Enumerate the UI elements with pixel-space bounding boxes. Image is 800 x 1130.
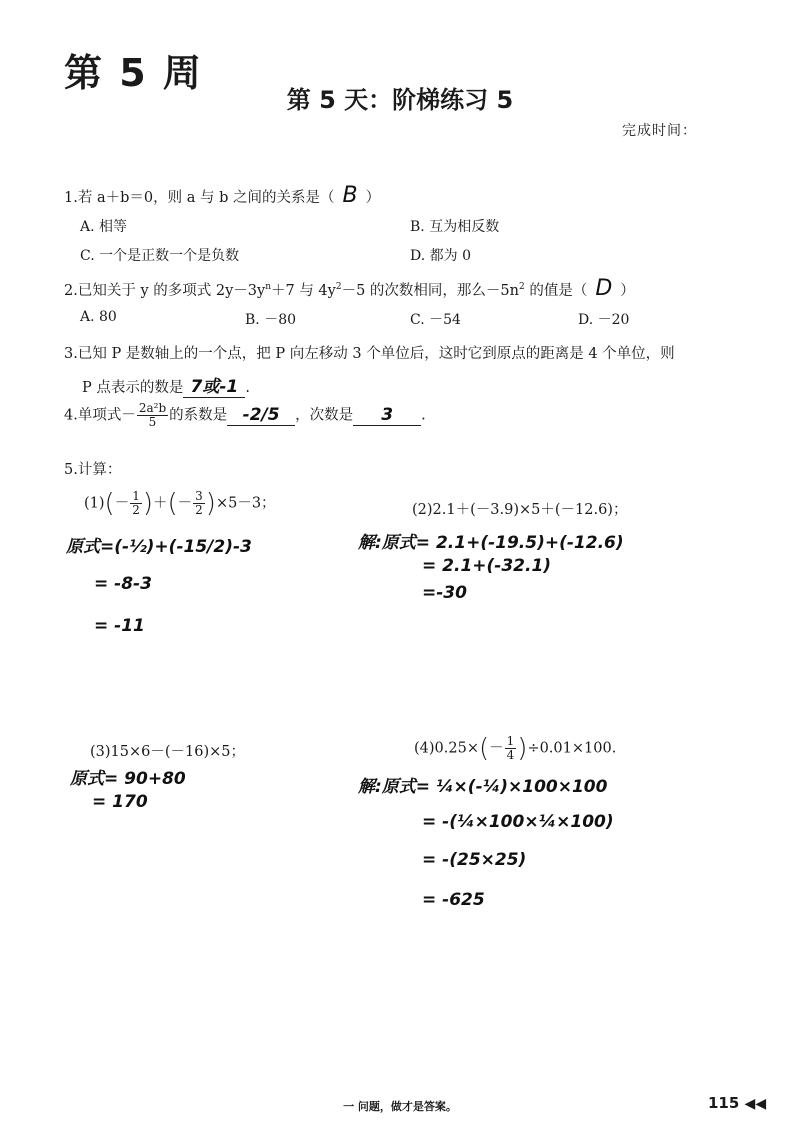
work-5-1-line-1: 原式=(-½)+(-15/2)-3	[66, 537, 252, 557]
problem-5-1-label: (1)	[84, 495, 105, 512]
footer-slogan: 一 问题，做才是答案。	[343, 1100, 457, 1113]
problem-5-3: (3)15×6－(－16)×5；	[90, 744, 246, 760]
question-3-end: .	[245, 380, 250, 396]
problem-5-1: (1)(－ $\frac{1}{2}$ )＋(－ $\frac{3}{2}$ )×5－3；	[84, 488, 276, 519]
fraction-3-num: 1	[506, 734, 515, 748]
fraction-1-den: 2	[132, 503, 140, 517]
page-number	[708, 1094, 766, 1112]
question-2-stem-end: ）	[620, 283, 635, 299]
work-5-4-line-2: = -(¼×100×¼×100)	[422, 812, 614, 832]
fraction-1	[130, 490, 142, 517]
question-2-stem-c: －5 的次数相同，那么－5n	[341, 283, 519, 299]
question-4-prefix: 4.单项式－	[64, 407, 136, 424]
work-5-3-line-2: = 170	[92, 792, 148, 812]
q2-option-a: A. 80	[80, 309, 117, 325]
question-2-stem-d: 的值是（	[524, 283, 588, 299]
problem-5-4: (4)0.25×(－ $\frac{1}{4}$ )÷0.01×100.	[414, 733, 617, 764]
q2-option-c: C. －54	[410, 312, 461, 328]
work-5-4-line-4: = -625	[422, 890, 485, 910]
question-3-line-2	[82, 372, 250, 398]
question-4-end: .	[421, 407, 426, 424]
question-2-stem-b: ＋7 与 4y	[270, 283, 336, 299]
monomial-denominator: 5	[148, 415, 157, 429]
work-5-3-line-1: 原式= 90+80	[70, 769, 186, 789]
q2-option-d: D. －20	[578, 312, 630, 328]
question-3-line-1: 3.已知 P 是数轴上的一个点，把 P 向左移动 3 个单位后，这时它到原点的距离是 4 个单位，则	[64, 346, 675, 362]
question-2	[64, 276, 635, 301]
q1-option-a: A. 相等	[80, 219, 128, 235]
double-chevron-left-icon: ◀◀	[744, 1096, 767, 1112]
work-5-2-line-2: = 2.1+(-32.1)	[422, 556, 552, 576]
paren-close: )	[142, 488, 153, 519]
question-3-prompt: P 点表示的数是	[82, 380, 184, 396]
q1-option-b: B. 互为相反数	[410, 219, 500, 235]
question-3-answer: 7或-1	[183, 372, 245, 398]
degree-answer: 3	[353, 405, 421, 426]
question-2-exp-2b: 2	[519, 282, 525, 293]
page-title: 第 5 天：阶梯练习 5	[286, 86, 514, 114]
q2-option-b: B. －80	[245, 312, 297, 328]
fraction-3-den: 4	[506, 748, 515, 762]
question-1-answer: B	[342, 183, 358, 208]
question-4-mid: 的系数是	[169, 407, 228, 424]
question-1-stem: 1.若 a＋b＝0，则 a 与 b 之间的关系是（	[64, 190, 335, 206]
problem-5-4-label: (4)0.25×	[414, 740, 479, 757]
question-2-stem-a: 2.已知关于 y 的多项式 2y－3y	[64, 283, 266, 299]
paren-open: (	[104, 488, 115, 519]
paren-close-3: )	[517, 733, 528, 764]
q1-option-d: D. 都为 0	[410, 248, 471, 264]
fraction-2-num: 3	[195, 489, 203, 503]
work-5-2-line-3: =-30	[422, 583, 467, 603]
question-1	[64, 183, 380, 208]
fraction-2-den: 2	[195, 503, 203, 517]
week-heading: 第 5 周	[64, 51, 203, 95]
fraction-3	[505, 735, 517, 762]
work-5-4-line-1: 解:原式= ¼×(-¼)×100×100	[358, 777, 608, 797]
problem-5-1-tail: ×5－3；	[215, 495, 276, 512]
question-1-stem-end: ）	[365, 190, 381, 206]
page-number-text: 115	[708, 1094, 740, 1112]
question-2-exp-2: 2	[335, 282, 342, 293]
question-4	[64, 402, 426, 429]
question-5-label: 5.计算：	[64, 462, 122, 478]
question-4-comma: ，次数是	[295, 407, 354, 424]
monomial-fraction	[137, 402, 168, 429]
fraction-1-num: 1	[132, 489, 140, 503]
paren-open-3: (	[478, 733, 490, 764]
work-5-4-line-3: = -(25×25)	[422, 850, 527, 870]
problem-5-2: (2)2.1＋(－3.9)×5＋(－12.6)；	[412, 502, 628, 518]
coefficient-answer: -2/5	[227, 405, 295, 426]
question-2-exp-n: n	[265, 282, 271, 293]
paren-close-2: )	[205, 488, 216, 519]
completion-time-label: 完成时间：	[622, 123, 697, 139]
work-5-1-line-3: = -11	[94, 616, 145, 636]
problem-5-4-tail: ÷0.01×100.	[527, 740, 617, 757]
q1-option-c: C. 一个是正数一个是负数	[80, 248, 240, 264]
work-5-2-line-1: 解:原式= 2.1+(-19.5)+(-12.6)	[358, 533, 624, 553]
work-5-1-line-2: = -8-3	[94, 574, 152, 594]
monomial-numerator: 2a²b	[138, 401, 167, 415]
question-2-answer: D	[595, 276, 613, 301]
fraction-2	[193, 490, 205, 517]
paren-open-2: (	[167, 488, 178, 519]
